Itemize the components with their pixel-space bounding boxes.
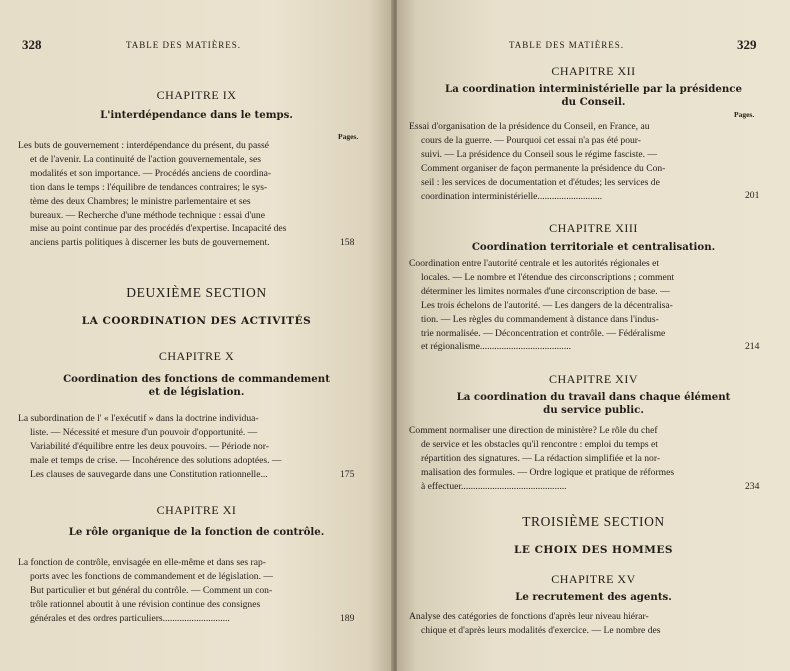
summary-line: suivi. — La présidence du Conseil sous le régime fasciste. — [421, 148, 658, 160]
chapter-title: Coordination territoriale et centralisation. [471, 241, 716, 253]
summary-line: Comment normaliser une direction de ministère? Le rôle du chef [409, 425, 658, 436]
chapter-title [397, 391, 790, 417]
page-reference: 158 [340, 237, 355, 248]
summary-line: Variabilité d'équilibre entre les deux pouvoirs. — Période nor- [30, 440, 269, 452]
page-reference: 175 [340, 469, 355, 480]
chapter-title-line: du service public. [543, 404, 644, 416]
chapter-title [0, 373, 393, 399]
chapter-title-line: La coordination interministérielle par la présidence [445, 83, 742, 95]
chapter-heading: CHAPITRE XV [551, 572, 636, 586]
summary-line: mise au point continue par des procédés d'expertise. Incapacité des [30, 223, 287, 235]
summary-line: tion. — Les règles du commandement à distance dans l'indus- [421, 313, 659, 325]
section-subtitle: LE CHOIX DES HOMMES [514, 544, 673, 556]
page-number: 329 [737, 37, 757, 52]
summary-line: bureaux. — Recherche d'une méthode technique : essai d'une [30, 209, 265, 221]
summary-line: La fonction de contrôle, envisagée en elle-même et dans ses rap- [18, 557, 266, 568]
section-heading: DEUXIÈME SECTION [126, 285, 267, 300]
chapter-title-line: du Conseil. [561, 96, 626, 108]
running-head: TABLE DES MATIÈRES. [126, 40, 242, 50]
chapter-heading: CHAPITRE XII [551, 64, 636, 78]
summary-line: ports avec les fonctions de commandement et de législation. — [30, 570, 273, 582]
page-reference: 234 [745, 481, 760, 492]
chapter-heading: CHAPITRE XIV [549, 372, 638, 386]
summary-line: malisation des formules. — Ordre logique et pratique de réformes [421, 466, 675, 478]
summary-line: seil : les services de documentation et d'études; les services de [421, 176, 660, 188]
summary-line: modalités et son importance. — Procédés anciens de coordina- [30, 167, 272, 179]
summary-line: Analyse des catégories de fonctions d'après leur niveau hiérar- [409, 611, 649, 622]
summary-line: locales. — Le nombre et l'étendue des circonscriptions ; comment [421, 271, 675, 283]
summary-line: trie normalisée. — Déconcentration et contrôle. — Fédéralisme [421, 327, 666, 339]
page-number: 328 [22, 37, 42, 52]
page-reference: 201 [745, 190, 760, 201]
summary-line: et régionalisme...................................... [421, 341, 572, 353]
summary-line: But particulier et but général du contrôle. — Comment un con- [30, 584, 273, 596]
summary-line: chique et d'après leurs modalités d'exercice. — Le nombre des [421, 624, 661, 636]
section-heading: TROISIÈME SECTION [522, 514, 665, 529]
chapter-title: L'interdépendance dans le temps. [100, 109, 293, 121]
summary-line: répartition des signatures. — La rédaction simplifiée et la nor- [421, 452, 661, 464]
summary-line: coordination interministérielle........................... [421, 190, 603, 202]
summary-line: Les buts de gouvernement : interdépendance du présent, du passé [18, 140, 269, 151]
summary-line: générales et des ordres particuliers............................ [30, 612, 230, 624]
chapter-title: Le rôle organique de la fonction de contrôle. [68, 526, 325, 538]
chapter-summary [409, 257, 754, 354]
summary-line: Les clauses de sauvegarde dans une Constitution rationnelle... [30, 468, 268, 480]
summary-line: tion dans le temps : l'équilibre de tendances contraires; le sys- [30, 181, 268, 193]
summary-line: Essai d'organisation de la présidence du Conseil, en France, au [409, 121, 650, 132]
chapter-title-line: La coordination du travail dans chaque élément [456, 391, 731, 403]
chapter-summary [18, 556, 358, 626]
summary-line: Comment organiser de façon permanente la présidence du Con- [421, 162, 666, 174]
summary-line: cours de la guerre. — Pourquoi cet essai n'a pas été pour- [421, 134, 641, 146]
summary-line: liste. — Nécessité et mesure d'un pouvoir d'opportunité. — [30, 426, 258, 438]
summary-line: et de l'avenir. La continuité de l'action gouvernementale, ses [30, 153, 261, 165]
summary-line: déterminer les limites normales d'une circonscription de base. — [421, 285, 670, 297]
chapter-summary [409, 610, 754, 638]
left-page [0, 0, 393, 671]
summary-line: Coordination entre l'autorité centrale et les autorités régionales et [409, 258, 660, 269]
summary-line: male et temps de crise. — Incohérence des solutions adoptées. — [30, 454, 282, 466]
summary-line: anciens partis politiques à discerner les buts de gouvernement. [30, 237, 270, 249]
chapter-title: Le recrutement des agents. [515, 591, 672, 603]
chapter-summary [18, 139, 358, 250]
chapter-heading: CHAPITRE XI [156, 503, 237, 517]
chapter-heading: CHAPITRE X [158, 349, 235, 363]
page-reference: 214 [745, 341, 760, 352]
summary-line: La subordination de l' « l'exécutif » dans la doctrine individua- [18, 413, 259, 424]
chapter-title-line: et de législation. [148, 386, 245, 398]
chapter-title [397, 83, 790, 109]
chapter-summary [409, 120, 754, 203]
running-head: TABLE DES MATIÈRES. [509, 40, 625, 50]
summary-line: à effectuer............................................ [421, 480, 567, 492]
chapter-heading: CHAPITRE XIII [549, 221, 638, 235]
chapter-heading: CHAPITRE IX [156, 88, 237, 102]
chapter-title-line: Coordination des fonctions de commandement [63, 373, 330, 385]
chapter-summary [409, 424, 754, 494]
summary-line: tème des deux Chambres; le ministre parlementaire et ses [30, 195, 251, 207]
right-page [397, 0, 790, 671]
pages-label: Pages. [338, 132, 359, 141]
summary-line: de service et les obstacles qu'il rencontre : emploi du temps et [421, 438, 658, 450]
pages-label: Pages. [734, 110, 755, 119]
page-reference: 189 [340, 613, 355, 624]
summary-line: trôle rationnel aboutit à une révision continue des consignes [30, 598, 261, 610]
chapter-summary [18, 412, 358, 482]
section-subtitle: LA COORDINATION DES ACTIVITÉS [81, 315, 312, 327]
summary-line: Les trois échelons de l'autorité. — Les dangers de la décentralisa- [421, 299, 673, 311]
